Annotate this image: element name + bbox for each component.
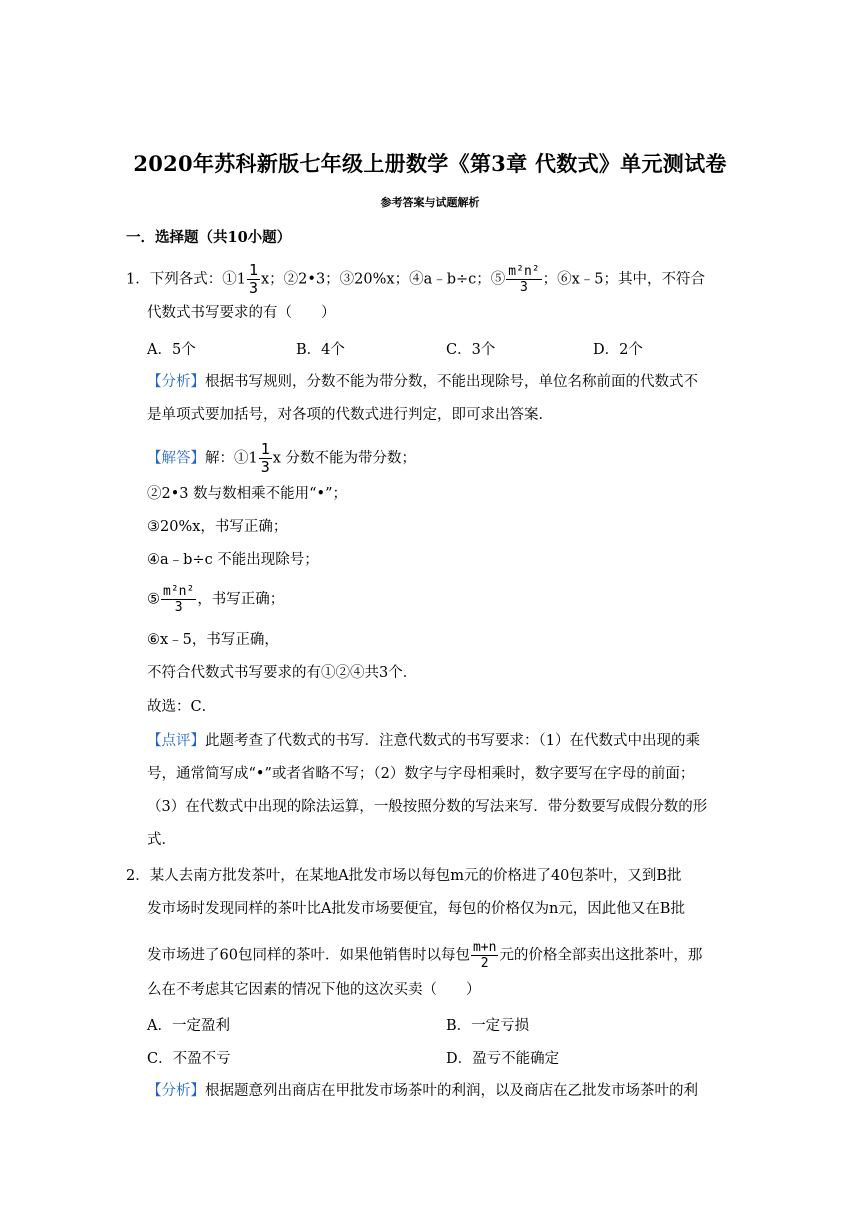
fraction-m-plus-n-over-2: $\frac{m+n}{2}$ [472, 940, 497, 971]
fraction-m2n2-over-3: $\frac{\text{m²n²}}{3}$ [508, 264, 540, 295]
q1-answer-line2: ②2•3 数与数相乘不能用“•”； [147, 486, 347, 502]
q1-answer-line4: ④a﹣b÷c 不能出现除号； [147, 552, 319, 568]
comment-tag: 【点评】 [147, 733, 205, 749]
q1-stem-line2: 代数式书写要求的有（ ） [147, 305, 336, 321]
q2-option-a: A．一定盈利 [147, 1018, 230, 1034]
q2-stem-line4: 么在不考虑其它因素的情况下他的这次买卖（ ） [147, 982, 481, 998]
q1-option-d: D．2个 [593, 342, 643, 358]
q1-comment-line1: 【点评】此题考查了代数式的书写．注意代数式的书写要求：（1）在代数式中出现的乘 [147, 733, 700, 749]
fraction-m2n2-over-3: $\frac{\text{m²n²}}{3}$ [163, 584, 195, 615]
q2-stem-line2: 发市场时发现同样的茶叶比A批发市场要便宜，每包的价格仅为n元，因此他又在B批 [147, 901, 685, 917]
q2-stem-line3: 发市场进了60包同样的茶叶．如果他销售时以每包 $\frac{m+n}{2}$ 元的价格全部卖出这批茶叶，那 [147, 940, 703, 971]
q1-answer-line6: ⑥x﹣5，书写正确， [147, 632, 279, 648]
q1-option-b: B．4个 [296, 342, 345, 358]
q1-option-a: A．5个 [147, 342, 196, 358]
q1-number: 1． [126, 271, 150, 288]
page-title: 2020年苏科新版七年级上册数学《第3章 代数式》单元测试卷 [133, 151, 727, 176]
q1-answer-line1: 【解答】解：①1 $\frac{1}{3}$ x 分数不能为带分数； [147, 440, 417, 476]
q1-answer-line3: ③20%x，书写正确； [147, 519, 288, 535]
q1-answer-line5: ⑤ $\frac{\text{m²n²}}{3}$ ，书写正确； [147, 584, 285, 615]
q2-option-d: D．盈亏不能确定 [446, 1051, 560, 1067]
q1-comment-line3: （3）在代数式中出现的除法运算，一般按照分数的写法来写．带分数要写成假分数的形 [147, 799, 708, 815]
analysis-tag: 【分析】 [147, 1083, 205, 1099]
analysis-tag: 【分析】 [147, 374, 205, 390]
q1-analysis-line1: 【分析】根据书写规则，分数不能为带分数，不能出现除号，单位名称前面的代数式不 [147, 374, 698, 390]
section-heading: 一．选择题（共10小题） [126, 229, 292, 246]
q1-comment-line4: 式． [147, 832, 176, 848]
q2-option-b: B．一定亏损 [446, 1018, 530, 1034]
fraction-one-third: $\frac{1}{3}$ [260, 440, 270, 476]
q1-analysis-line2: 是单项式要加括号，对各项的代数式进行判定，即可求出答案． [147, 407, 553, 423]
q1-stem-line1: 1．下列各式：①1 $\frac{1}{3}$ x；②2•3；③20%x；④a﹣b÷c；⑤ $\frac{\text{m²n²}}{3}$ ；⑥x﹣5；其中，不符合 [126, 261, 706, 297]
q2-analysis-line1: 【分析】根据题意列出商店在甲批发市场茶叶的利润，以及商店在乙批发市场茶叶的利 [147, 1083, 698, 1099]
q1-comment-line2: 号，通常简写成“•”或者省略不写；（2）数字与字母相乘时，数字要写在字母的前面； [147, 766, 695, 782]
q2-stem-line1: 2．某人去南方批发茶叶，在某地A批发市场以每包m元的价格进了40包茶叶，又到B批 [126, 868, 682, 884]
page-subtitle: 参考答案与试题解析 [380, 196, 480, 209]
q2-number: 2． [126, 868, 150, 884]
q1-answer-line7: 不符合代数式书写要求的有①②④共3个． [147, 665, 418, 681]
q1-option-c: C．3个 [446, 342, 496, 358]
fraction-one-third: $\frac{1}{3}$ [248, 261, 258, 297]
q2-option-c: C．不盈不亏 [147, 1051, 231, 1067]
answer-tag: 【解答】 [147, 450, 205, 467]
q1-answer-line8: 故选：C． [147, 699, 217, 715]
